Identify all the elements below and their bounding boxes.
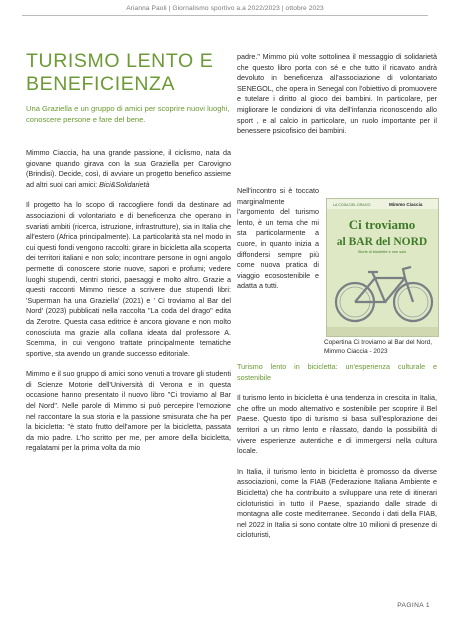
paragraph-intro: Mimmo Ciaccia, ha una grande passione, il ciclismo, nata da giovane quando girava con la sua Graziella per Carovigno (Brindisi). Decide, così, di avviare un progetto benefico assieme ad altri suoi cari amici: Bici&Solidarietà xyxy=(26,148,231,189)
article-title: TURISMO LENTO E BENEFICIENZA xyxy=(26,50,214,95)
page-number: PAGINA 1 xyxy=(397,602,430,609)
right-column-bottom xyxy=(237,362,437,541)
cover-series: LA CODA DEL DRAGO xyxy=(333,203,371,207)
left-column xyxy=(26,148,231,454)
cover-title-line2: al BAR del NORD xyxy=(336,236,428,248)
paragraph-solidarity: padre." Mimmo più volte sottolinea il messaggio di solidarietà che questo libro porta con sé e che tutto il ricavato andrà devoluto in beneficenza all'associazione di volontariato SENEGOL, che opera in Senegal con l'obiettivo di promuovere e tutelare i diritto al gioco dei bambini. In particolare, per migliorare le condizioni di vita dell'infanzia riconoscendo allo sport , e al calcio in particolare, un ruolo importante per il benessere psicofisico dei bambini. xyxy=(237,52,437,136)
paragraph-slow-tourism: Il turismo lento in bicicletta è una tendenza in crescita in Italia, che offre un modo alternativo e sostenibile per scoprire il Bel Paese. Questo tipo di turismo si basa sull'esplorazione dei territori a un ritmo lento e rilassato, dando la possibilità di vivere esperienze autentiche e di immergersi nella cultura locale. xyxy=(237,393,437,456)
section-heading: Turismo lento in bicicletta: un'esperienza culturale e sostenibile xyxy=(237,362,437,382)
cover-title-line1: Ci troviamo xyxy=(348,217,416,232)
paragraph-project: Il progetto ha lo scopo di raccogliere fondi da destinare ad associazioni di volontariato e di beneficenza che operano in svariati ambiti (ricerca, istruzione, infrastrutture), sia in Italia che all'estero (Africa principalmente). La particolarità sta nel modo in cui questi fondi vengono raccolti: girare in bicicletta alla scoperta dei territori italiani e non solo; incontrare persone in ogni angolo permette di conoscere storie nuove, sapori e profumi; vedere luoghi stupendi, centri storici, paesaggi e molto altro. Grazie a questi racconti Mimmo riesce a scrivere due stupendi libri: 'Superman ha una Graziella' (2021) e ' Ci troviamo al Bar del Nord' (2023) pubblicati nella raccolta "La coda del drago" edita da Zerotre. Questa casa editrice è ancora giovane e non molto conosciuta ma grazie alla collana ideata dal professore A. Scemma, in cui vengono trattate principalmente tematiche sportive, sta avendo un grande successo editoriale. xyxy=(26,200,231,358)
cover-author: Mimmo Ciaccia xyxy=(389,202,423,207)
paragraph-visit: Mimmo e il suo gruppo di amici sono venuti a trovare gli studenti di Scienze Motorie dell'Università di Verona e in questa occasione hanno presentato il nuovo libro "Ci troviamo al Bar del Nord". Nelle parole di Mimmo si può percepire l'emozione nel raccontare la sua storia e la passione smisurata che ha per la bicicletta: "è stato frutto dell'amore per la bicicletta, passata da mio padre. L'ho scritto per me, per amore della bicicletta, regalatami per la prima volta da mio xyxy=(26,369,231,453)
page-header: Arianna Paoli | Giornalismo sportivo a.a 2022/2023 | ottobre 2023 xyxy=(126,5,324,12)
image-caption: Copertina Ci troviamo al Bar del Nord, Mimmo Ciaccia - 2023 xyxy=(324,339,432,356)
paragraph-fiab: In Italia, il turismo lento in bicicletta è promosso da diverse associazioni, come la FIAB (Federazione Italiana Ambiente e Bicicletta) che ha contribuito a sviluppare una rete di itinerari cicloturistici in tutto il Paese, spaziando dalle strade di montagna alle coste mediterranee. Secondo i dati della FIAB, nel 2022 in Italia si sono contate oltre 10 milioni di presenze di cicloturisti, xyxy=(237,466,437,540)
paragraph-slow-tourism-intro: Nell'incontro si è toccato marginalmente l'argomento del turismo lento, è un tema che mi sta particolarmente a cuore, in quanto inizia a diffondersi sempre più come nuova pratica di viaggio ecosostenibile e adatta a tutti. xyxy=(237,186,319,291)
cover-blurb: Storie di biciclette e non solo xyxy=(357,250,407,254)
article-subtitle: Una Graziella e un gruppo di amici per scoprire nuovi luoghi, conoscere persone e fare del bene. xyxy=(26,104,230,124)
book-cover-image xyxy=(326,198,439,337)
right-column-top xyxy=(237,52,437,137)
project-name: Bici&Solidarietà xyxy=(99,179,150,189)
right-column-narrow xyxy=(237,186,319,292)
header-divider xyxy=(22,15,428,16)
